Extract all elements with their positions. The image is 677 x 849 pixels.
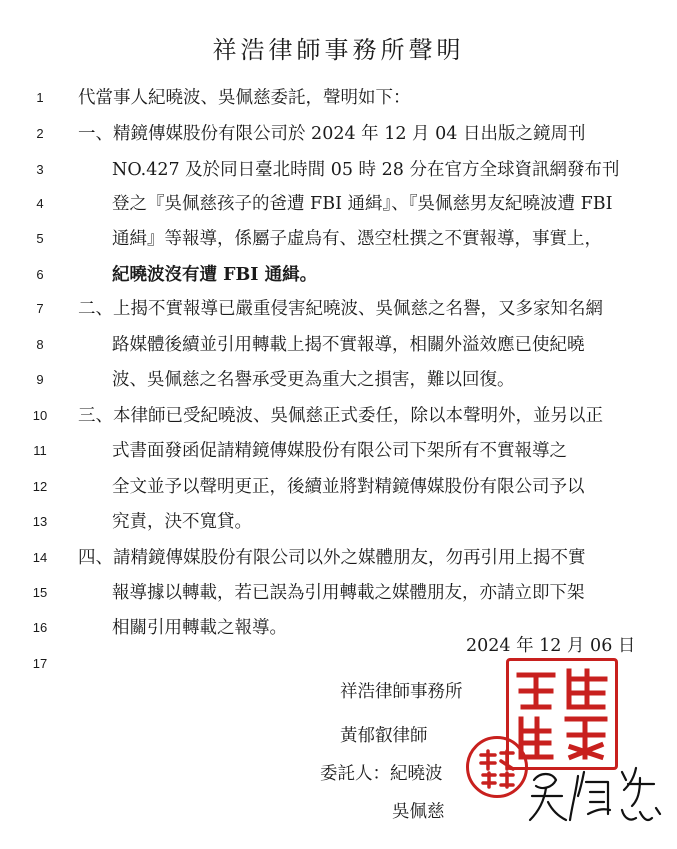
firm-name: 祥浩律師事務所	[340, 682, 463, 702]
handwritten-signature	[526, 762, 666, 826]
lawyer-name: 黃郁叡律師	[340, 726, 428, 746]
line-number: 4	[36, 196, 44, 211]
personal-seal	[466, 736, 528, 798]
line-13	[0, 508, 677, 536]
line-number: 7	[36, 301, 44, 316]
line-number: 12	[32, 479, 48, 494]
line-text: 三、本律師已受紀曉波、吳佩慈正式委任，除以本聲明外，並另以正	[78, 406, 603, 426]
line-number: 3	[36, 162, 44, 177]
statement-date: 2024 年 12 月 06 日	[466, 636, 636, 656]
line-9	[0, 366, 677, 394]
line-14	[0, 544, 677, 572]
line-3	[0, 156, 677, 184]
line-10	[0, 402, 677, 430]
client-label: 委託人：紀曉波	[320, 764, 443, 784]
line-text: 一、精鏡傳媒股份有限公司於 2024 年 12 月 04 日出版之鏡周刊	[78, 124, 586, 144]
line-text: NO.427 及於同日臺北時間 05 時 28 分在官方全球資訊網發布刊	[112, 160, 620, 180]
line-number: 9	[36, 372, 44, 387]
line-12	[0, 473, 677, 501]
line-number: 6	[36, 267, 44, 282]
line-1	[0, 84, 677, 112]
line-number: 5	[36, 231, 44, 246]
line-number: 2	[36, 126, 44, 141]
line-number: 11	[33, 443, 47, 458]
line-number: 15	[32, 585, 48, 600]
line-text: 紀曉波沒有遭 FBI 通緝。	[112, 265, 318, 285]
line-7	[0, 295, 677, 323]
line-number: 17	[32, 656, 48, 671]
line-2	[0, 120, 677, 148]
line-text: 報導據以轉載，若已誤為引用轉載之媒體朋友，亦請立即下架	[112, 583, 585, 603]
line-text: 全文並予以聲明更正，後續並將對精鏡傳媒股份有限公司予以	[112, 477, 585, 497]
round-seal-pattern-icon	[469, 739, 525, 795]
line-number: 14	[32, 550, 48, 565]
line-text: 二、上揭不實報導已嚴重侵害紀曉波、吳佩慈之名譽，又多家知名網	[78, 299, 603, 319]
line-text: 通緝』等報導，係屬子虛烏有、憑空杜撰之不實報導，事實上，	[112, 229, 602, 249]
line-6	[0, 261, 677, 289]
line-5	[0, 225, 677, 253]
line-text: 相關引用轉載之報導。	[112, 618, 287, 638]
line-4	[0, 190, 677, 218]
line-text: 四、請精鏡傳媒股份有限公司以外之媒體朋友，勿再引用上揭不實	[78, 548, 586, 568]
line-text: 代當事人紀曉波、吳佩慈委託，聲明如下：	[78, 88, 411, 108]
document-title: 祥浩律師事務所聲明	[212, 36, 465, 64]
line-text: 式書面發函促請精鏡傳媒股份有限公司下架所有不實報導之	[112, 441, 567, 461]
line-15	[0, 579, 677, 607]
line-text: 波、吳佩慈之名譽承受更為重大之損害，難以回復。	[112, 370, 515, 390]
client-name-2: 吳佩慈	[392, 802, 445, 822]
line-number: 1	[36, 90, 44, 105]
line-11	[0, 437, 677, 465]
line-number: 13	[32, 514, 48, 529]
line-number: 16	[32, 620, 48, 635]
line-8	[0, 331, 677, 359]
line-number: 8	[36, 337, 44, 352]
line-text: 路媒體後續並引用轉載上揭不實報導，相關外溢效應已使紀曉	[112, 335, 585, 355]
line-text: 究責，決不寬貸。	[112, 512, 252, 532]
line-text: 登之『吳佩慈孩子的爸遭 FBI 通緝』、『吳佩慈男友紀曉波遭 FBI	[112, 194, 613, 214]
line-number: 10	[32, 408, 48, 423]
